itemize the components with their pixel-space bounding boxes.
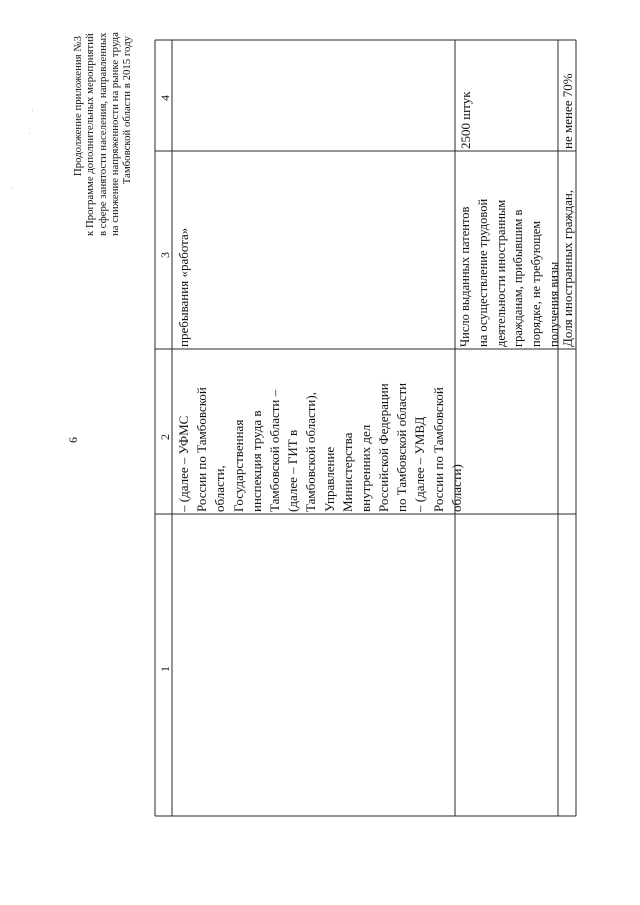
cell-line: России по Тамбовской	[430, 387, 446, 512]
header-line: на снижение напряженности на рынке труда	[108, 32, 121, 236]
column-number-2: 2	[158, 434, 172, 440]
cell-line: Министерства	[339, 432, 355, 512]
cell-line: (далее – ГИТ в	[285, 429, 301, 512]
header-line: Тамбовской области в 2015 году	[121, 36, 134, 185]
cell-line: области)	[448, 464, 464, 512]
cell-line: 2500 штук	[458, 91, 473, 149]
cell-line: – (далее – УФМС	[176, 415, 191, 512]
header-line: в сфере занятости населения, направленных	[96, 32, 109, 236]
cell-line: деятельности иностранным	[493, 199, 508, 347]
header-line: Продолжение приложения №3	[72, 36, 84, 177]
cell-line: на осуществление трудовой	[475, 198, 490, 347]
cell-line: Число выданных патентов	[458, 206, 472, 347]
column-number-4: 4	[158, 95, 172, 101]
cell-line: инспекция труда в	[248, 410, 264, 512]
cell-row3-col3	[559, 190, 577, 347]
cell-line: гражданам, прибывшим в	[511, 209, 526, 347]
column-number-3: 3	[158, 252, 172, 258]
cell-row2-col3	[457, 199, 564, 347]
cell-line: порядке, не требующем	[529, 220, 543, 347]
page-number: 6	[66, 437, 80, 443]
scan-speck	[12, 188, 13, 189]
cell-line: – (далее – УМВД	[412, 416, 428, 512]
cell-line: Государственная	[230, 419, 246, 512]
cell-line: по Тамбовской области	[394, 382, 410, 512]
cell-line: России по Тамбовской	[194, 387, 210, 512]
cell-row3-col4	[559, 73, 577, 149]
scan-speck	[32, 110, 33, 111]
cell-line: получения визы	[546, 261, 561, 347]
column-number-1: 1	[158, 666, 172, 672]
cell-line: области,	[212, 465, 228, 512]
cell-line: пребывания «работа»	[176, 227, 191, 347]
scan-speck	[29, 133, 30, 134]
cell-row2-col4	[457, 91, 475, 149]
cell-row1-col2	[175, 383, 466, 512]
cell-line: внутренних дел	[357, 424, 373, 512]
cell-row1-col3	[175, 228, 193, 347]
cell-line: Тамбовской области),	[303, 392, 319, 512]
header-line: к Программе дополнительных мероприятий	[84, 33, 97, 236]
cell-line: Управление	[321, 446, 337, 512]
cell-line: Доля иностранных граждан,	[560, 189, 575, 347]
cell-line: Российской Федерации	[376, 383, 392, 512]
cell-line: не менее 70%	[560, 73, 575, 149]
cell-line: Тамбовской области –	[266, 389, 282, 512]
